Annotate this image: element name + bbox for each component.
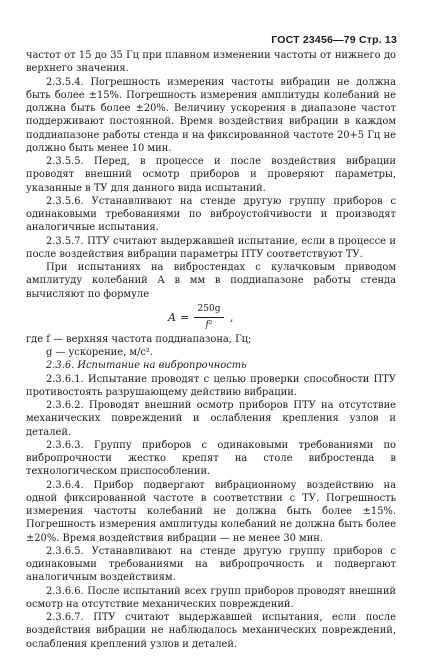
paragraph-2-3-5-4: 2.3.5.4. Погрешность измерения частоты вибрации не должна быть более ±15%. Погрешность измерения амплитуды колебаний не должна быть более ±20%. Величину ускорения в диапазоне частот поддерживают постоянной. Время воздействия вибрации в каждом поддиапазоне работы стенда и на фиксированной частоте 20+5 Гц не должно быть менее 10 мин. xyxy=(26,76,396,154)
paragraph-2-3-6-6: 2.3.6.6. После испытаний всех групп приборов проводят внешний осмотр на отсутствие механических повреждений. xyxy=(26,585,396,610)
paragraph-2-3-5-6: 2.3.5.6. Устанавливают на стенде другую группу приборов с одинаковыми требованиями по виброустойчивости и производят аналогичные испытания. xyxy=(26,195,396,234)
page-header: ГОСТ 23456—79 Стр. 13 xyxy=(271,34,397,46)
paragraph-2-3-5-7: 2.3.5.7. ПТУ считают выдержавшей испытание, если в процессе и после воздействия вибрации параметры ПТУ соответствуют ТУ. xyxy=(26,235,396,260)
formula-numerator: 250g xyxy=(194,303,224,318)
paragraph-2-3-5-5: 2.3.5.5. Перед, в процессе и после воздействия вибрации проводят внешний осмотр приборов и проверяют параметры, указанные в ТУ для данного вида испытаний. xyxy=(26,156,396,194)
paragraph-continuation: частот от 15 до 35 Гц при плавном изменении частоты от нижнего до верхнего значения. xyxy=(26,50,396,75)
document-body xyxy=(26,49,396,651)
paragraph-2-3-6-7: 2.3.6.7. ПТУ считают выдержавшей испытания, если после воздействия вибрации не наблюдалось механических повреждений, ослабления креплений узлов и деталей. xyxy=(26,612,396,650)
paragraph-2-3-6-2: 2.3.6.2. Проводят внешний осмотр приборов ПТУ на отсутствие механических повреждений и ослабления крепления узлов и деталей. xyxy=(26,400,396,438)
paragraph-formula-intro: При испытаниях на вибростендах с кулачковым приводом амплитуду колебаний A в мм в поддиапазоне работы стенда вычисляют по формуле xyxy=(26,262,396,300)
paragraph-2-3-6-1: 2.3.6.1. Испытание проводят с целью проверки способности ПТУ противостоять разрушающему действию вибрации. xyxy=(26,373,396,398)
paragraph-2-3-6-4: 2.3.6.4. Прибор подвергают вибрационному воздействию на одной фиксированной частоте в соответствии с ТУ. Погрешность измерения частоты колебаний не должна быть более ±15%. Погрешность измерения амплитуды колебаний не должна быть более ±20%. Время воздействия вибрации — не менее 30 мин. xyxy=(26,479,396,544)
formula-fraction xyxy=(194,303,224,333)
formula-where-g: g — ускорение, м/с². xyxy=(46,347,154,358)
formula-equals: = xyxy=(180,310,190,324)
paragraph-2-3-6-5: 2.3.6.5. Устанавливают на стенде другую группу приборов с одинаковыми требованиями на вибропрочность и подвергают аналогичным воздействиям. xyxy=(26,545,396,584)
formula-lhs: A xyxy=(168,310,176,324)
amplitude-formula xyxy=(26,303,396,333)
section-heading-2-3-6: 2.3.6. Испытание на вибропрочность xyxy=(46,360,247,372)
paragraph-2-3-6-3: 2.3.6.3. Группу приборов с одинаковыми требованиями по вибропрочности жестко крепят на столе вибростенда в технологическом приспособлении. xyxy=(26,439,396,478)
formula-trail: , xyxy=(230,310,234,324)
formula-denominator: f² xyxy=(205,320,213,330)
formula-where-f: где f — верхняя частота поддиапазона, Гц; xyxy=(26,333,252,345)
